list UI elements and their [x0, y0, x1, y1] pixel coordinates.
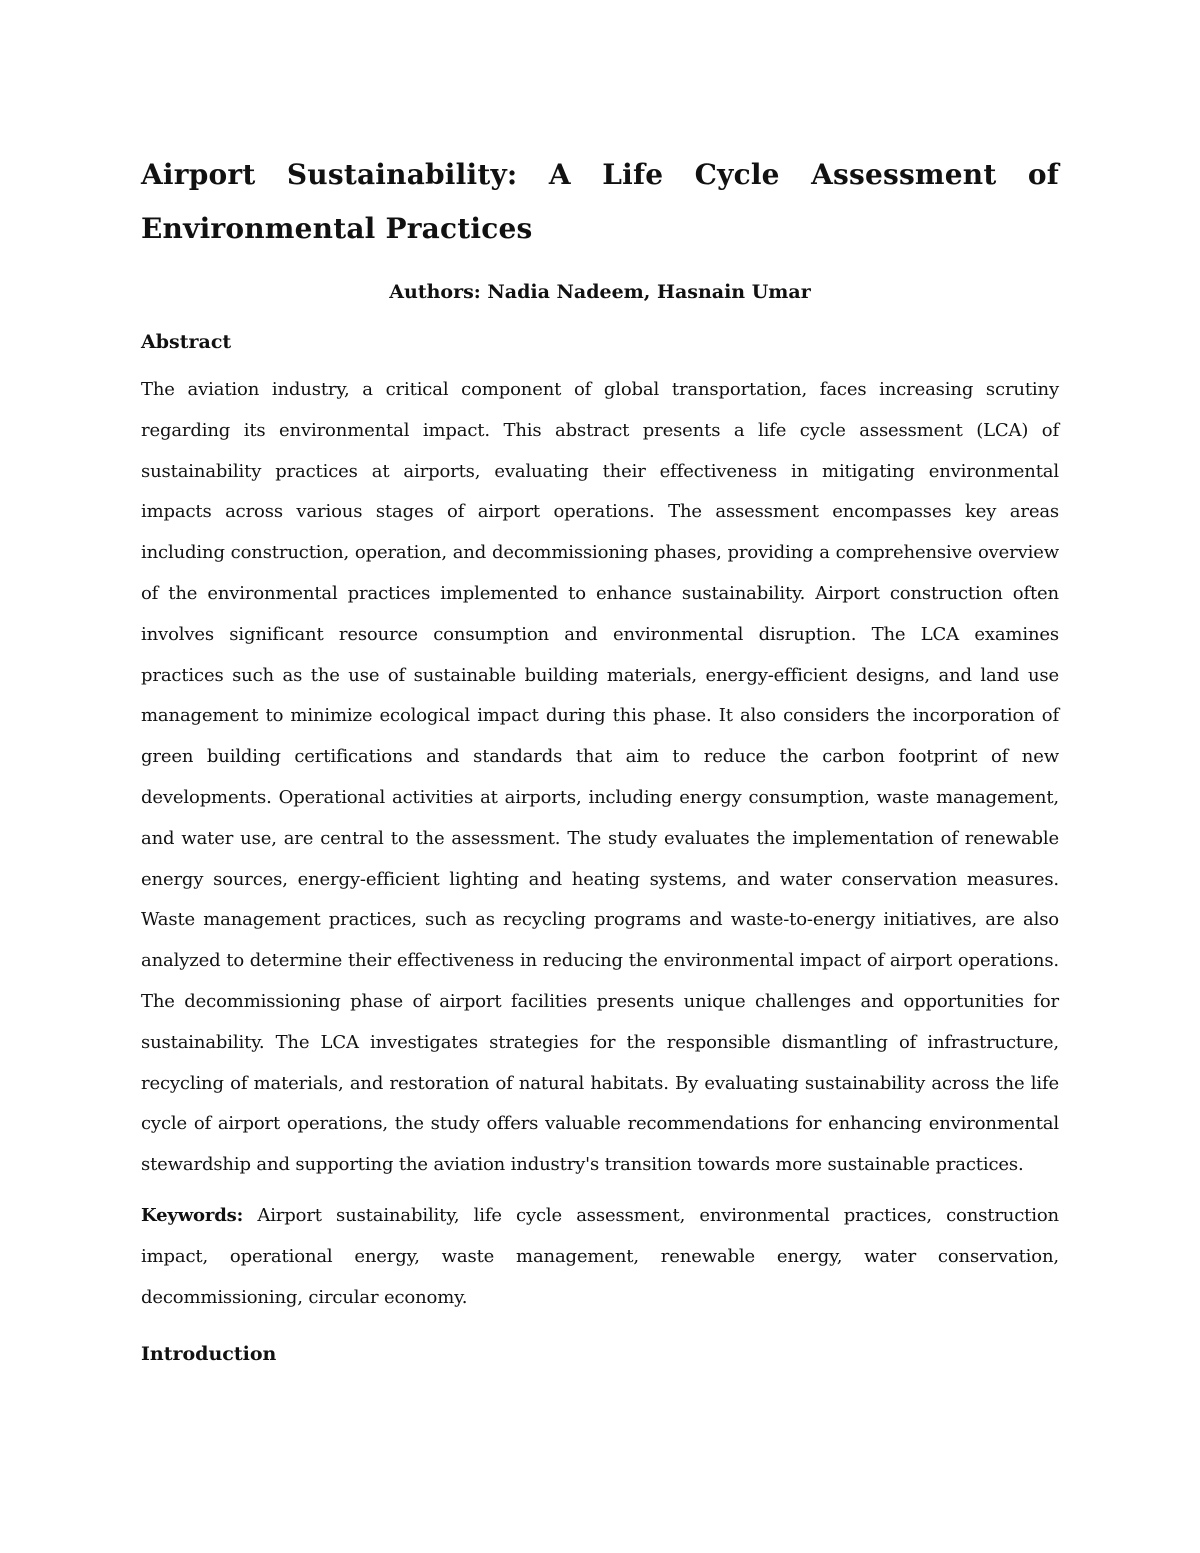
abstract-body: The aviation industry, a critical component of global transportation, faces increasing scrutiny regarding its environmental impact. This abstract presents a life cycle assessment (LCA) of sustainability practices at airports, evaluating their effectiveness in mitigating environmental impacts across various stages of airport operations. The assessment encompasses key areas including construction, operation, and decommissioning phases, providing a comprehensive overview of the environmental practices implemented to enhance sustainability. Airport construction often involves significant resource consumption and environmental disruption. The LCA examines practices such as the use of sustainable building materials, energy-efficient designs, and land use management to minimize ecological impact during this phase. It also considers the incorporation of green building certifications and standards that aim to reduce the carbon footprint of new developments. Operational activities at airports, including energy consumption, waste management, and water use, are central to the assessment. The study evaluates the implementation of renewable energy sources, energy-efficient lighting and heating systems, and water conservation measures. Waste management practices, such as recycling programs and waste-to-energy initiatives, are also analyzed to determine their effectiveness in reducing the environmental impact of airport operations. The decommissioning phase of airport facilities presents unique challenges and opportunities for sustainability. The LCA investigates strategies for the responsible dismantling of infrastructure, recycling of materials, and restoration of natural habitats. By evaluating sustainability across the life cycle of airport operations, the study offers valuable recommendations for enhancing environmental stewardship and supporting the aviation industry's transition towards more sustainable practices.	[141, 379, 1059, 1176]
keywords-paragraph	[141, 1196, 1059, 1318]
authors-line: Authors: Nadia Nadeem, Hasnain Umar	[389, 281, 811, 303]
document-page	[141, 148, 1059, 1368]
paper-title: Airport Sustainability: A Life Cycle Assessment of Environmental Practices	[141, 158, 1059, 245]
abstract-heading: Abstract	[141, 331, 232, 353]
keywords-list: Airport sustainability, life cycle assessment, environmental practices, construction impact, operational energy, waste management, renewable energy, water conservation, decommissioning, circular economy.	[141, 1204, 1059, 1308]
keywords-label: Keywords:	[141, 1204, 244, 1226]
introduction-heading: Introduction	[141, 1343, 277, 1366]
